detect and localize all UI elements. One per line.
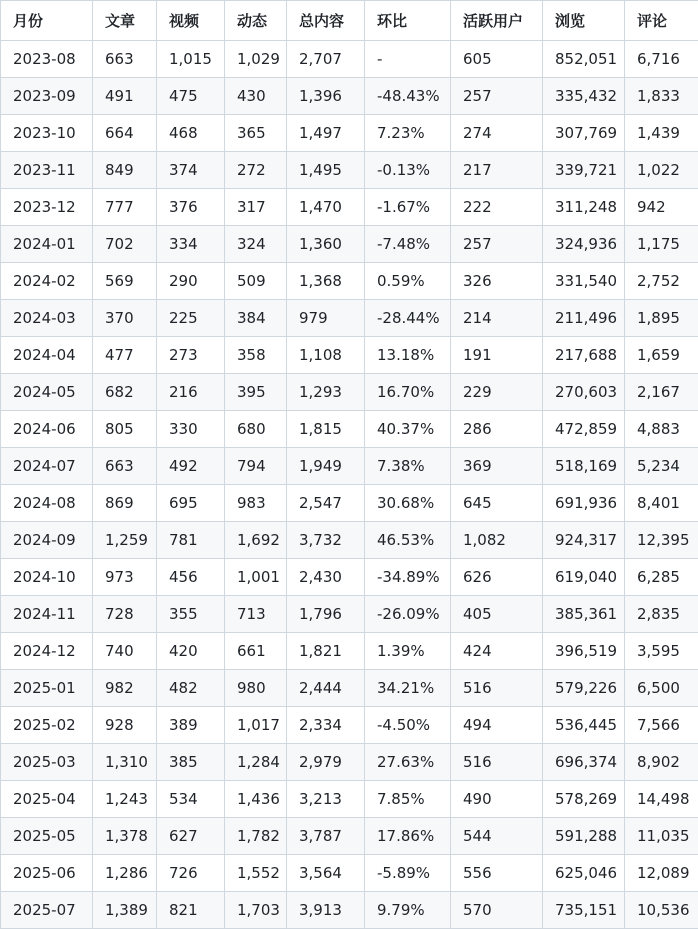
column-header-month: 月份 xyxy=(1,1,93,41)
cell-posts: 680 xyxy=(225,411,287,448)
cell-views: 339,721 xyxy=(543,152,625,189)
table-row xyxy=(1,670,698,707)
cell-videos: 821 xyxy=(157,892,225,929)
cell-mom-change: -28.44% xyxy=(365,300,451,337)
cell-mom-change: -26.09% xyxy=(365,596,451,633)
cell-videos: 273 xyxy=(157,337,225,374)
cell-videos: 334 xyxy=(157,226,225,263)
cell-comments: 11,035 xyxy=(625,818,698,855)
cell-comments: 6,500 xyxy=(625,670,698,707)
cell-articles: 702 xyxy=(93,226,157,263)
cell-views: 217,688 xyxy=(543,337,625,374)
column-header-videos: 视频 xyxy=(157,1,225,41)
cell-month: 2025-03 xyxy=(1,744,93,781)
column-header-articles: 文章 xyxy=(93,1,157,41)
cell-articles: 569 xyxy=(93,263,157,300)
table-row xyxy=(1,263,698,300)
cell-views: 536,445 xyxy=(543,707,625,744)
cell-videos: 492 xyxy=(157,448,225,485)
cell-posts: 358 xyxy=(225,337,287,374)
cell-articles: 1,243 xyxy=(93,781,157,818)
cell-views: 852,051 xyxy=(543,41,625,78)
cell-comments: 942 xyxy=(625,189,698,226)
cell-views: 735,151 xyxy=(543,892,625,929)
cell-total-content: 1,293 xyxy=(287,374,365,411)
cell-comments: 1,895 xyxy=(625,300,698,337)
table-row xyxy=(1,818,698,855)
cell-mom-change: 17.86% xyxy=(365,818,451,855)
cell-posts: 1,703 xyxy=(225,892,287,929)
cell-total-content: 1,949 xyxy=(287,448,365,485)
cell-mom-change: - xyxy=(365,41,451,78)
cell-total-content: 2,334 xyxy=(287,707,365,744)
cell-month: 2025-05 xyxy=(1,818,93,855)
cell-views: 331,540 xyxy=(543,263,625,300)
cell-articles: 1,259 xyxy=(93,522,157,559)
cell-month: 2023-09 xyxy=(1,78,93,115)
cell-month: 2024-11 xyxy=(1,596,93,633)
cell-views: 472,859 xyxy=(543,411,625,448)
table-row xyxy=(1,115,698,152)
cell-comments: 1,659 xyxy=(625,337,698,374)
cell-posts: 395 xyxy=(225,374,287,411)
cell-active-users: 516 xyxy=(451,670,543,707)
cell-mom-change: 1.39% xyxy=(365,633,451,670)
cell-total-content: 2,707 xyxy=(287,41,365,78)
cell-comments: 6,716 xyxy=(625,41,698,78)
cell-views: 696,374 xyxy=(543,744,625,781)
cell-active-users: 214 xyxy=(451,300,543,337)
cell-comments: 1,022 xyxy=(625,152,698,189)
cell-articles: 973 xyxy=(93,559,157,596)
cell-month: 2025-02 xyxy=(1,707,93,744)
cell-views: 619,040 xyxy=(543,559,625,596)
cell-posts: 365 xyxy=(225,115,287,152)
cell-active-users: 570 xyxy=(451,892,543,929)
cell-videos: 290 xyxy=(157,263,225,300)
cell-comments: 12,089 xyxy=(625,855,698,892)
cell-articles: 849 xyxy=(93,152,157,189)
cell-comments: 1,833 xyxy=(625,78,698,115)
cell-mom-change: -34.89% xyxy=(365,559,451,596)
cell-articles: 663 xyxy=(93,41,157,78)
cell-comments: 2,752 xyxy=(625,263,698,300)
cell-videos: 355 xyxy=(157,596,225,633)
cell-videos: 534 xyxy=(157,781,225,818)
cell-comments: 10,536 xyxy=(625,892,698,929)
cell-articles: 740 xyxy=(93,633,157,670)
cell-posts: 384 xyxy=(225,300,287,337)
cell-month: 2024-10 xyxy=(1,559,93,596)
cell-views: 385,361 xyxy=(543,596,625,633)
cell-mom-change: 7.38% xyxy=(365,448,451,485)
cell-total-content: 979 xyxy=(287,300,365,337)
cell-views: 311,248 xyxy=(543,189,625,226)
cell-month: 2024-03 xyxy=(1,300,93,337)
cell-active-users: 544 xyxy=(451,818,543,855)
cell-views: 211,496 xyxy=(543,300,625,337)
cell-active-users: 257 xyxy=(451,226,543,263)
cell-comments: 2,167 xyxy=(625,374,698,411)
table-row xyxy=(1,411,698,448)
cell-views: 307,769 xyxy=(543,115,625,152)
cell-month: 2024-06 xyxy=(1,411,93,448)
cell-posts: 1,552 xyxy=(225,855,287,892)
cell-active-users: 405 xyxy=(451,596,543,633)
cell-posts: 1,001 xyxy=(225,559,287,596)
cell-posts: 324 xyxy=(225,226,287,263)
cell-views: 518,169 xyxy=(543,448,625,485)
table-row xyxy=(1,892,698,929)
cell-total-content: 2,444 xyxy=(287,670,365,707)
cell-articles: 928 xyxy=(93,707,157,744)
cell-posts: 272 xyxy=(225,152,287,189)
cell-comments: 1,175 xyxy=(625,226,698,263)
cell-active-users: 1,082 xyxy=(451,522,543,559)
cell-active-users: 229 xyxy=(451,374,543,411)
cell-videos: 726 xyxy=(157,855,225,892)
cell-articles: 777 xyxy=(93,189,157,226)
table-row xyxy=(1,522,698,559)
cell-active-users: 494 xyxy=(451,707,543,744)
cell-views: 335,432 xyxy=(543,78,625,115)
cell-posts: 794 xyxy=(225,448,287,485)
cell-total-content: 1,495 xyxy=(287,152,365,189)
cell-videos: 627 xyxy=(157,818,225,855)
cell-active-users: 286 xyxy=(451,411,543,448)
cell-views: 396,519 xyxy=(543,633,625,670)
cell-month: 2024-04 xyxy=(1,337,93,374)
cell-mom-change: -48.43% xyxy=(365,78,451,115)
cell-mom-change: 34.21% xyxy=(365,670,451,707)
cell-posts: 713 xyxy=(225,596,287,633)
table-row xyxy=(1,374,698,411)
cell-videos: 1,015 xyxy=(157,41,225,78)
cell-month: 2023-10 xyxy=(1,115,93,152)
cell-comments: 1,439 xyxy=(625,115,698,152)
table-row xyxy=(1,337,698,374)
cell-total-content: 1,470 xyxy=(287,189,365,226)
cell-mom-change: -0.13% xyxy=(365,152,451,189)
table-row xyxy=(1,152,698,189)
table-row xyxy=(1,744,698,781)
cell-active-users: 257 xyxy=(451,78,543,115)
cell-month: 2024-12 xyxy=(1,633,93,670)
cell-articles: 1,286 xyxy=(93,855,157,892)
table-row xyxy=(1,596,698,633)
cell-articles: 1,389 xyxy=(93,892,157,929)
cell-videos: 216 xyxy=(157,374,225,411)
cell-mom-change: 7.85% xyxy=(365,781,451,818)
cell-posts: 1,029 xyxy=(225,41,287,78)
table-row xyxy=(1,226,698,263)
cell-mom-change: 9.79% xyxy=(365,892,451,929)
cell-articles: 663 xyxy=(93,448,157,485)
cell-total-content: 1,796 xyxy=(287,596,365,633)
cell-total-content: 3,913 xyxy=(287,892,365,929)
cell-posts: 661 xyxy=(225,633,287,670)
cell-active-users: 369 xyxy=(451,448,543,485)
cell-videos: 781 xyxy=(157,522,225,559)
cell-articles: 491 xyxy=(93,78,157,115)
cell-videos: 468 xyxy=(157,115,225,152)
cell-posts: 317 xyxy=(225,189,287,226)
cell-posts: 430 xyxy=(225,78,287,115)
cell-views: 924,317 xyxy=(543,522,625,559)
cell-active-users: 556 xyxy=(451,855,543,892)
cell-month: 2024-09 xyxy=(1,522,93,559)
column-header-total-content: 总内容 xyxy=(287,1,365,41)
cell-mom-change: 16.70% xyxy=(365,374,451,411)
cell-total-content: 3,787 xyxy=(287,818,365,855)
cell-posts: 1,692 xyxy=(225,522,287,559)
cell-active-users: 645 xyxy=(451,485,543,522)
cell-mom-change: -1.67% xyxy=(365,189,451,226)
cell-month: 2025-06 xyxy=(1,855,93,892)
cell-month: 2025-04 xyxy=(1,781,93,818)
table-row xyxy=(1,855,698,892)
cell-views: 691,936 xyxy=(543,485,625,522)
cell-videos: 456 xyxy=(157,559,225,596)
cell-comments: 3,595 xyxy=(625,633,698,670)
cell-month: 2023-12 xyxy=(1,189,93,226)
cell-active-users: 222 xyxy=(451,189,543,226)
cell-total-content: 2,979 xyxy=(287,744,365,781)
table-row xyxy=(1,41,698,78)
cell-articles: 728 xyxy=(93,596,157,633)
cell-videos: 420 xyxy=(157,633,225,670)
cell-posts: 983 xyxy=(225,485,287,522)
cell-active-users: 191 xyxy=(451,337,543,374)
table-row xyxy=(1,633,698,670)
cell-posts: 1,284 xyxy=(225,744,287,781)
cell-active-users: 490 xyxy=(451,781,543,818)
cell-articles: 1,310 xyxy=(93,744,157,781)
table-row xyxy=(1,78,698,115)
cell-total-content: 2,547 xyxy=(287,485,365,522)
table-row xyxy=(1,448,698,485)
cell-mom-change: -7.48% xyxy=(365,226,451,263)
cell-comments: 7,566 xyxy=(625,707,698,744)
cell-total-content: 3,564 xyxy=(287,855,365,892)
cell-comments: 8,401 xyxy=(625,485,698,522)
cell-videos: 695 xyxy=(157,485,225,522)
cell-videos: 385 xyxy=(157,744,225,781)
cell-total-content: 3,732 xyxy=(287,522,365,559)
table-row xyxy=(1,559,698,596)
header-row xyxy=(1,1,698,41)
column-header-posts: 动态 xyxy=(225,1,287,41)
table-row xyxy=(1,485,698,522)
cell-active-users: 516 xyxy=(451,744,543,781)
cell-videos: 389 xyxy=(157,707,225,744)
cell-total-content: 1,821 xyxy=(287,633,365,670)
cell-articles: 869 xyxy=(93,485,157,522)
cell-month: 2024-07 xyxy=(1,448,93,485)
cell-comments: 6,285 xyxy=(625,559,698,596)
cell-total-content: 3,213 xyxy=(287,781,365,818)
cell-comments: 5,234 xyxy=(625,448,698,485)
cell-mom-change: -5.89% xyxy=(365,855,451,892)
cell-posts: 980 xyxy=(225,670,287,707)
cell-views: 324,936 xyxy=(543,226,625,263)
cell-views: 625,046 xyxy=(543,855,625,892)
table-header xyxy=(1,1,698,41)
cell-active-users: 274 xyxy=(451,115,543,152)
cell-mom-change: -4.50% xyxy=(365,707,451,744)
cell-articles: 664 xyxy=(93,115,157,152)
cell-views: 591,288 xyxy=(543,818,625,855)
cell-articles: 1,378 xyxy=(93,818,157,855)
cell-month: 2023-11 xyxy=(1,152,93,189)
cell-total-content: 1,497 xyxy=(287,115,365,152)
table-row xyxy=(1,189,698,226)
cell-month: 2024-01 xyxy=(1,226,93,263)
cell-articles: 477 xyxy=(93,337,157,374)
cell-articles: 370 xyxy=(93,300,157,337)
cell-videos: 475 xyxy=(157,78,225,115)
cell-month: 2025-07 xyxy=(1,892,93,929)
cell-month: 2025-01 xyxy=(1,670,93,707)
cell-active-users: 605 xyxy=(451,41,543,78)
cell-comments: 12,395 xyxy=(625,522,698,559)
column-header-mom-change: 环比 xyxy=(365,1,451,41)
cell-articles: 805 xyxy=(93,411,157,448)
cell-total-content: 1,396 xyxy=(287,78,365,115)
cell-mom-change: 46.53% xyxy=(365,522,451,559)
cell-total-content: 2,430 xyxy=(287,559,365,596)
cell-mom-change: 13.18% xyxy=(365,337,451,374)
cell-total-content: 1,360 xyxy=(287,226,365,263)
cell-posts: 1,436 xyxy=(225,781,287,818)
cell-articles: 682 xyxy=(93,374,157,411)
column-header-comments: 评论 xyxy=(625,1,698,41)
cell-mom-change: 30.68% xyxy=(365,485,451,522)
cell-total-content: 1,368 xyxy=(287,263,365,300)
table-row xyxy=(1,707,698,744)
column-header-views: 浏览 xyxy=(543,1,625,41)
cell-articles: 982 xyxy=(93,670,157,707)
cell-views: 578,269 xyxy=(543,781,625,818)
cell-videos: 482 xyxy=(157,670,225,707)
column-header-active-users: 活跃用户 xyxy=(451,1,543,41)
cell-mom-change: 7.23% xyxy=(365,115,451,152)
table-body xyxy=(1,41,698,929)
cell-month: 2024-08 xyxy=(1,485,93,522)
cell-comments: 4,883 xyxy=(625,411,698,448)
cell-mom-change: 0.59% xyxy=(365,263,451,300)
cell-total-content: 1,815 xyxy=(287,411,365,448)
cell-mom-change: 27.63% xyxy=(365,744,451,781)
cell-comments: 2,835 xyxy=(625,596,698,633)
cell-mom-change: 40.37% xyxy=(365,411,451,448)
cell-total-content: 1,108 xyxy=(287,337,365,374)
cell-posts: 1,017 xyxy=(225,707,287,744)
cell-videos: 374 xyxy=(157,152,225,189)
cell-comments: 8,902 xyxy=(625,744,698,781)
table-row xyxy=(1,781,698,818)
cell-videos: 376 xyxy=(157,189,225,226)
cell-posts: 1,782 xyxy=(225,818,287,855)
cell-active-users: 217 xyxy=(451,152,543,189)
table-row xyxy=(1,300,698,337)
cell-views: 579,226 xyxy=(543,670,625,707)
cell-active-users: 626 xyxy=(451,559,543,596)
cell-active-users: 326 xyxy=(451,263,543,300)
cell-comments: 14,498 xyxy=(625,781,698,818)
cell-month: 2024-05 xyxy=(1,374,93,411)
cell-month: 2024-02 xyxy=(1,263,93,300)
cell-views: 270,603 xyxy=(543,374,625,411)
cell-videos: 330 xyxy=(157,411,225,448)
cell-videos: 225 xyxy=(157,300,225,337)
cell-posts: 509 xyxy=(225,263,287,300)
cell-month: 2023-08 xyxy=(1,41,93,78)
cell-active-users: 424 xyxy=(451,633,543,670)
